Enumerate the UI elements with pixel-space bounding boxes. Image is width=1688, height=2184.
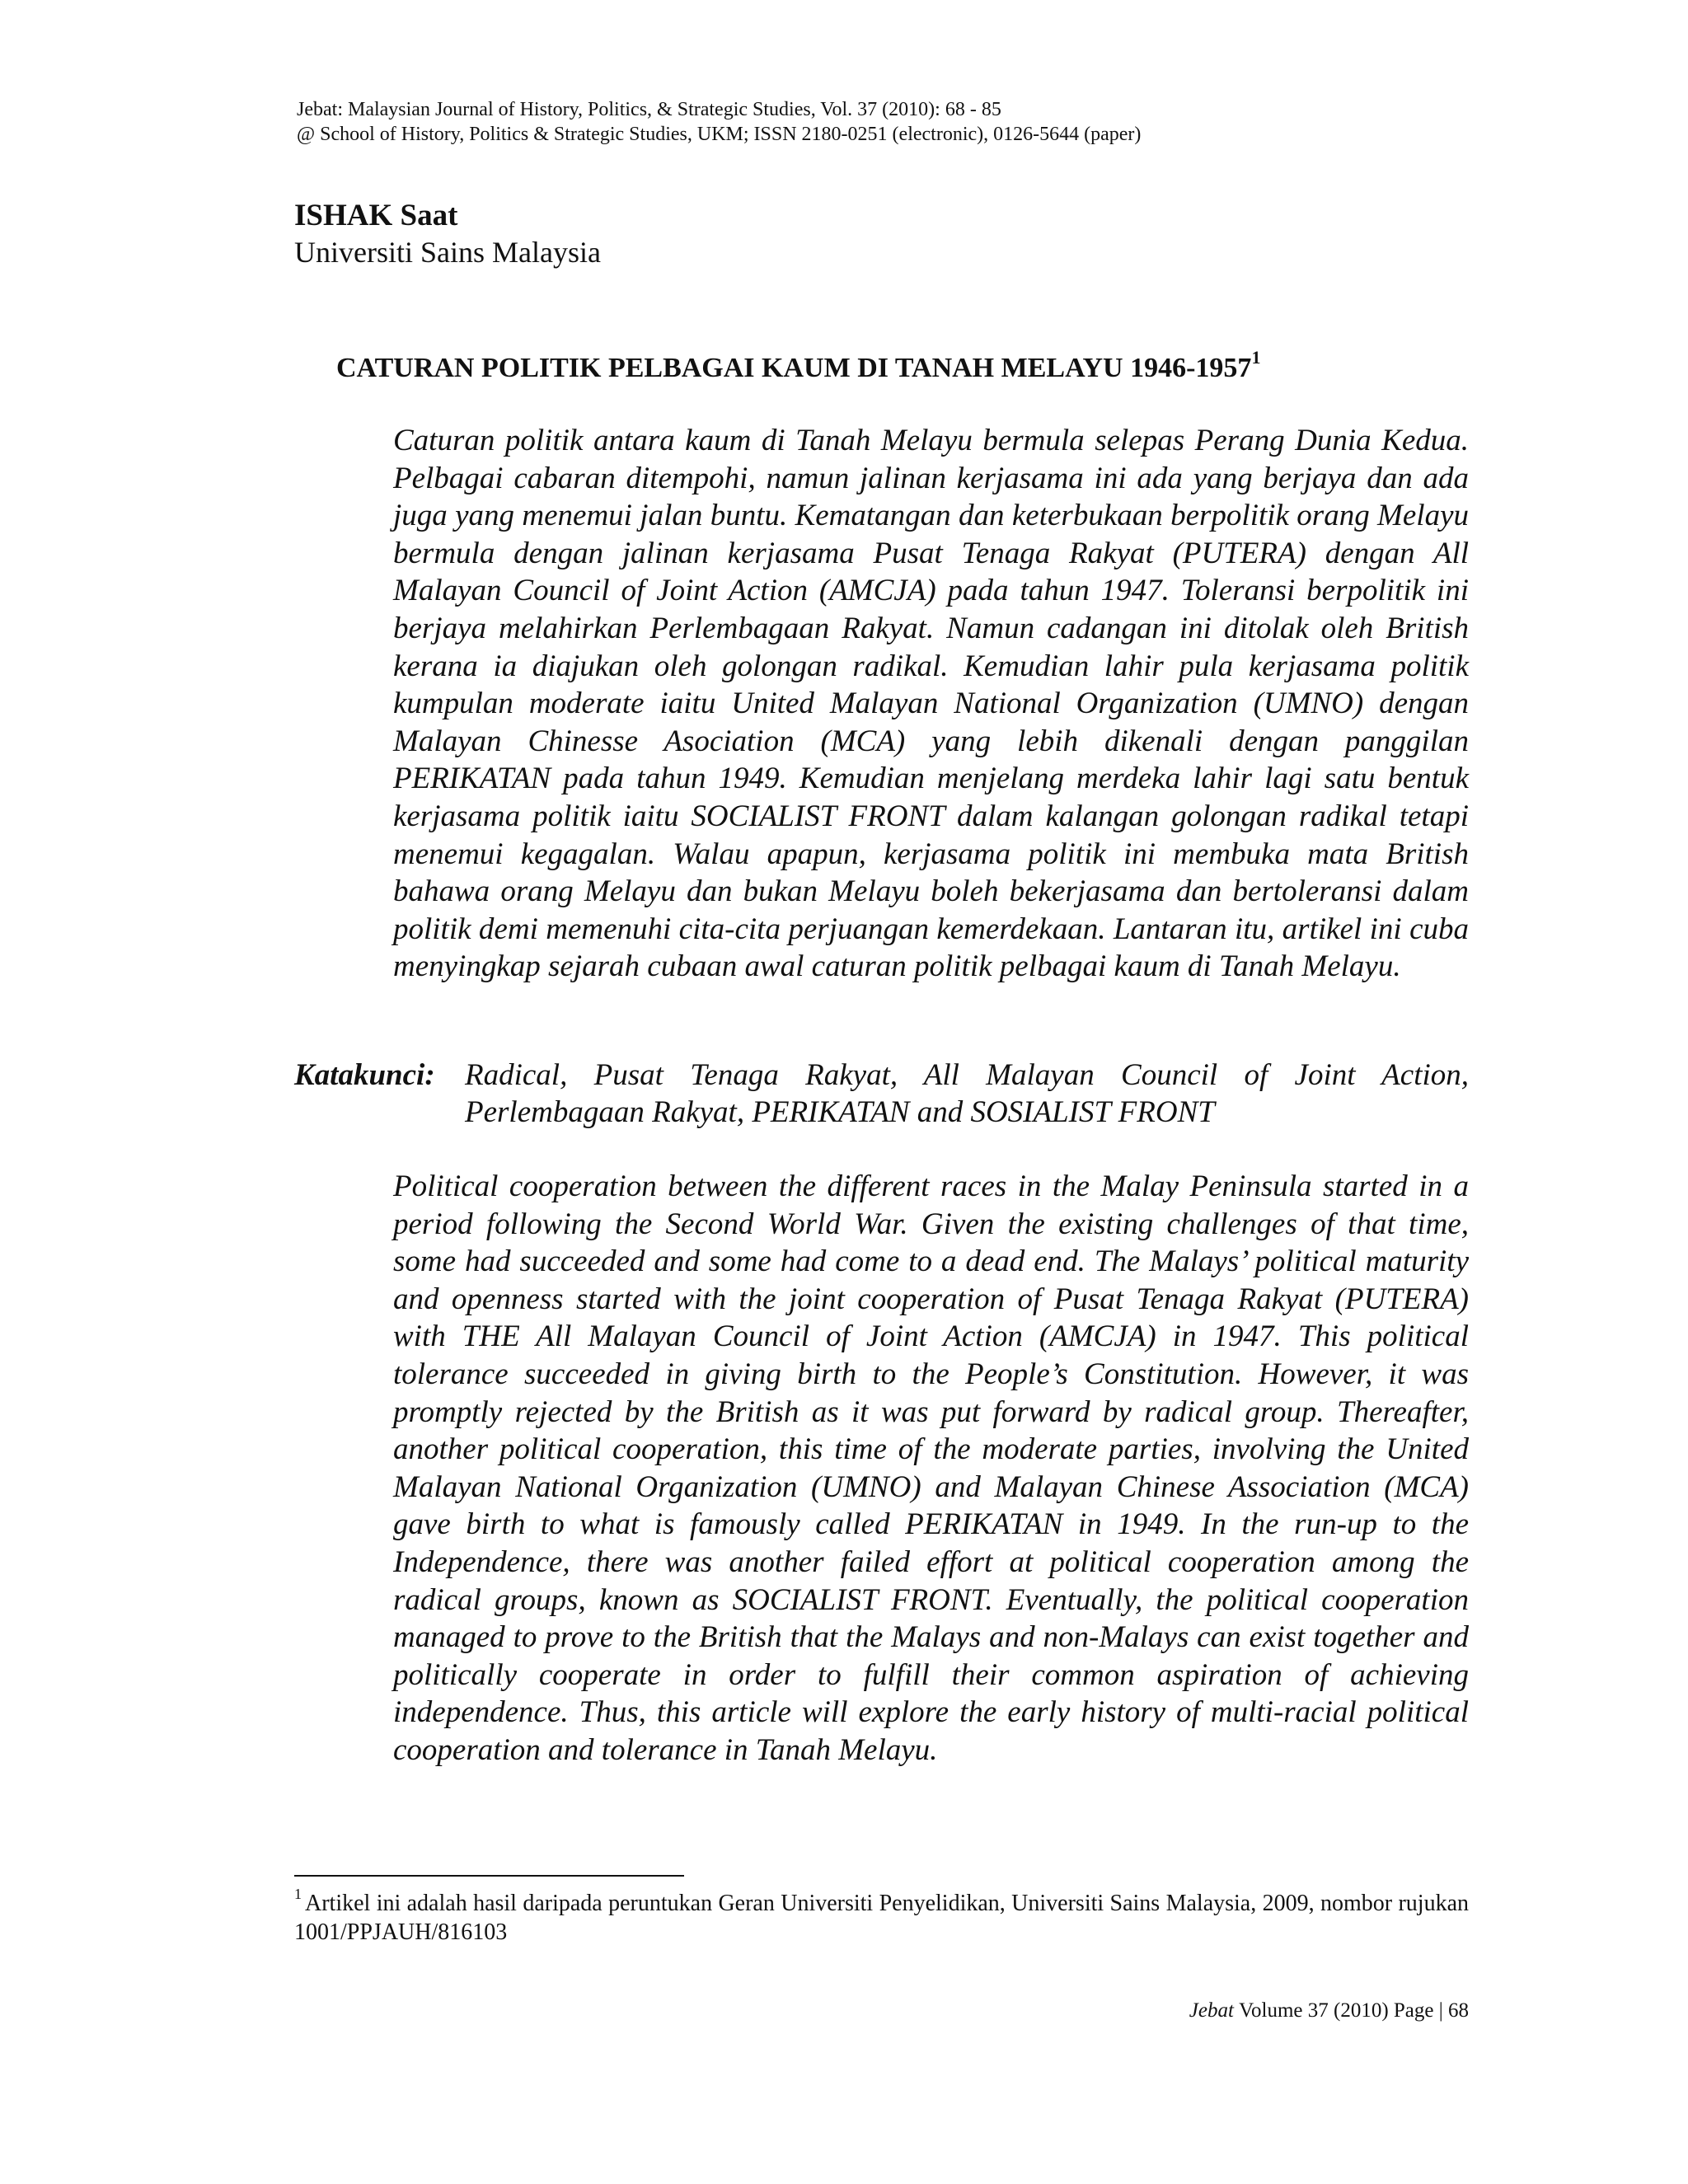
footer-page-info: Volume 37 (2010) Page | 68 — [1239, 1999, 1469, 2022]
footnote-text: Artikel ini adalah hasil daripada peruntukan Geran Universiti Penyelidikan, Universiti Sains Malaysia, 2009, nombor rujukan 1001/PPJAUH/816103 — [294, 1891, 1469, 1945]
keywords-block — [294, 1057, 1469, 1131]
author-affiliation: Universiti Sains Malaysia — [294, 236, 601, 269]
abstract-malay: Caturan politik antara kaum di Tanah Melayu bermula selepas Perang Dunia Kedua. Pelbagai cabaran ditempohi, namun jalinan kerjasama ini ada yang berjaya dan ada juga yang menemui jalan buntu. Kematangan dan keterbukaan berpolitik orang Melayu bermula dengan jalinan kerjasama Pusat Tenaga Rakyat (PUTERA) dengan All Malayan Council of Joint Action (AMCJA) pada tahun 1947. Toleransi berpolitik ini berjaya melahirkan Perlembagaan Rakyat. Namun cadangan ini ditolak oleh British kerana ia diajukan oleh golongan radikal. Kemudian lahir pula kerjasama politik kumpulan moderate iaitu United Malayan National Organization (UMNO) dengan Malayan Chinesse Asociation (MCA) yang lebih dikenali dengan panggilan PERIKATAN pada tahun 1949. Kemudian menjelang merdeka lahir lagi satu bentuk kerjasama politik iaitu SOCIALIST FRONT dalam kalangan golongan radikal tetapi menemui kegagalan. Walau apapun, kerjasama politik ini membuka mata British bahawa orang Melayu dan bukan Melayu boleh bekerjasama dan bertoleransi dalam politik demi memenuhi cita-cita perjuangan kemerdekaan. Lantaran itu, artikel ini cuba menyingkap sejarah cubaan awal caturan politik pelbagai kaum di Tanah Melayu. — [393, 424, 1469, 984]
footer-journal-name: Jebat — [1189, 1999, 1234, 2022]
title-footnote-marker[interactable]: 1 — [1251, 346, 1261, 368]
article-title-text: CATURAN POLITIK PELBAGAI KAUM DI TANAH MELAYU 1946-1957 — [336, 353, 1252, 383]
footnote-marker: 1 — [294, 1885, 302, 1902]
footnote-divider — [294, 1875, 684, 1877]
author-block — [294, 198, 1283, 270]
journal-header — [297, 97, 1533, 147]
abstract-english: Political cooperation between the different races in the Malay Peninsula started in a period following the Second World War. Given the existing challenges of that time, some had succeeded and some had come to a dead end. The Malays’ political maturity and openness started with the joint cooperation of Pusat Tenaga Rakyat (PUTERA) with THE All Malayan Council of Joint Action (AMCJA) in 1947. This political tolerance succeeded in giving birth to the People’s Constitution. However, it was promptly rejected by the British as it was put forward by radical group. Thereafter, another political cooperation, this time of the moderate parties, involving the United Malayan National Organization (UMNO) and Malayan Chinese Association (MCA) gave birth to what is famously called PERIKATAN in 1949. In the run-up to the Independence, there was another failed effort at political cooperation among the radical groups, known as SOCIALIST FRONT. Eventually, the political cooperation managed to prove to the British that the Malays and non-Malays can exist together and politically cooperate in order to fulfill their common aspiration of achieving independence. Thus, this article will explore the early history of multi-racial political cooperation and tolerance in Tanah Melayu. — [393, 1169, 1469, 1767]
keywords-label: Katakunci: — [294, 1058, 435, 1092]
footnote — [294, 1885, 1469, 1947]
journal-citation-line: Jebat: Malaysian Journal of History, Politics, & Strategic Studies, Vol. 37 (2010): 68 - 85 — [297, 99, 1001, 120]
keywords-text: Radical, Pusat Tenaga Rakyat, All Malayan Council of Joint Action, Perlembagaan Rakyat, PERIKATAN and SOSIALIST FRONT — [465, 1058, 1469, 1129]
article-title — [336, 346, 1490, 387]
author-name: ISHAK Saat — [294, 199, 458, 232]
page-footer — [1189, 1998, 1469, 2024]
journal-publisher-line: @ School of History, Politics & Strategic Studies, UKM; ISSN 2180-0251 (electronic), 0126-5644 (paper) — [297, 124, 1142, 145]
